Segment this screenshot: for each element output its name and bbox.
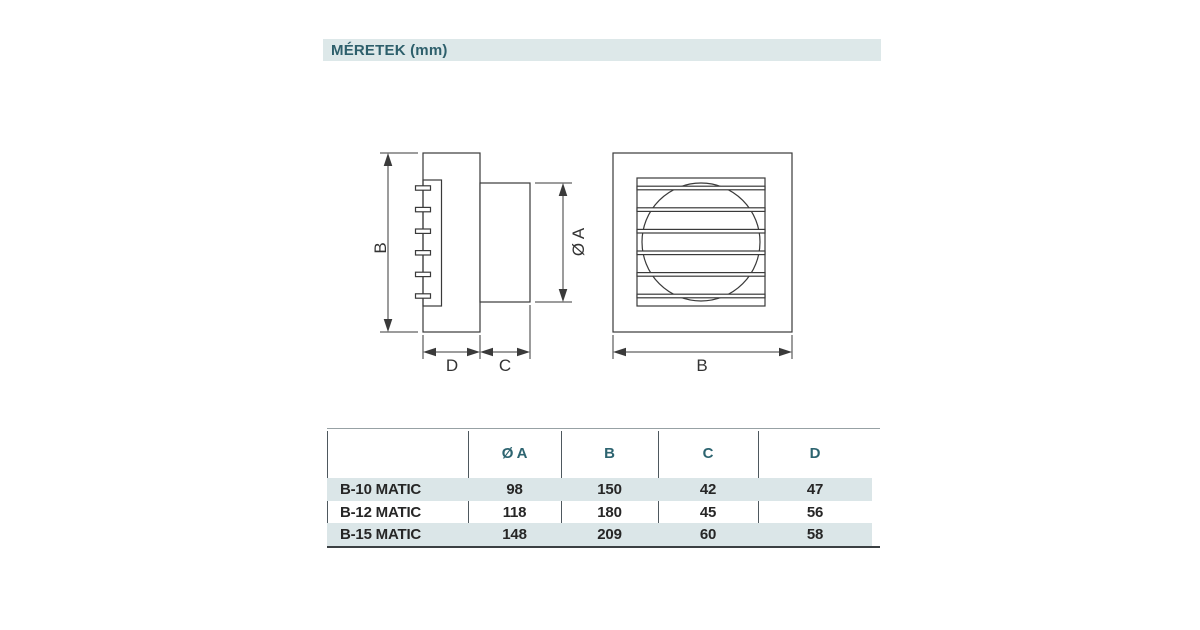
table-row [327, 523, 872, 546]
label-side-height: B [371, 242, 390, 254]
label-duct-diameter: Ø A [569, 227, 588, 257]
dimension-diameter-A [535, 183, 572, 302]
table-cell: 180 [597, 503, 622, 521]
label-front-width: B [696, 356, 708, 375]
table-cell: 42 [699, 481, 717, 498]
arrowhead-right-icon [779, 348, 792, 357]
table-cell: 56 [806, 503, 824, 521]
row-label: B-10 MATIC [340, 481, 422, 498]
column-header-d: D [809, 445, 821, 462]
arrowhead-left-icon [423, 348, 436, 357]
section-title-bar [323, 39, 881, 61]
table-cell: 98 [506, 481, 523, 498]
arrowhead-up-icon [384, 153, 393, 166]
dimensions-table [327, 428, 880, 548]
arrowhead-left-icon [480, 348, 493, 357]
page-title: MÉRETEK (mm) [331, 41, 448, 59]
arrowhead-left-icon [613, 348, 626, 357]
column-header-c: C [702, 445, 714, 462]
dimension-diagrams [360, 130, 820, 390]
table-row [327, 501, 872, 523]
column-header-b: B [604, 445, 615, 462]
table-cell: 45 [699, 503, 717, 521]
front-view-diagram [613, 153, 792, 332]
label-depth-front: D [445, 356, 459, 375]
arrowhead-down-icon [559, 289, 568, 302]
table-cell: 60 [699, 526, 717, 543]
row-label: B-15 MATIC [340, 526, 422, 543]
table-cell: 148 [502, 526, 527, 543]
table-cell: 58 [806, 526, 824, 543]
table-cell: 47 [806, 481, 824, 498]
label-depth-duct: C [498, 356, 512, 375]
table-row [327, 478, 872, 501]
side-view-diagram [416, 153, 531, 332]
arrowhead-right-icon [467, 348, 480, 357]
fan-duct-side [480, 183, 530, 302]
arrowhead-right-icon [517, 348, 530, 357]
row-label: B-12 MATIC [340, 503, 422, 521]
table-header-row [327, 429, 872, 478]
table-cell: 118 [502, 503, 527, 521]
table-cell: 150 [597, 481, 622, 498]
arrowhead-up-icon [559, 183, 568, 196]
column-header-diameter: Ø A [501, 445, 528, 462]
table-cell: 209 [597, 526, 622, 543]
arrowhead-down-icon [384, 319, 393, 332]
